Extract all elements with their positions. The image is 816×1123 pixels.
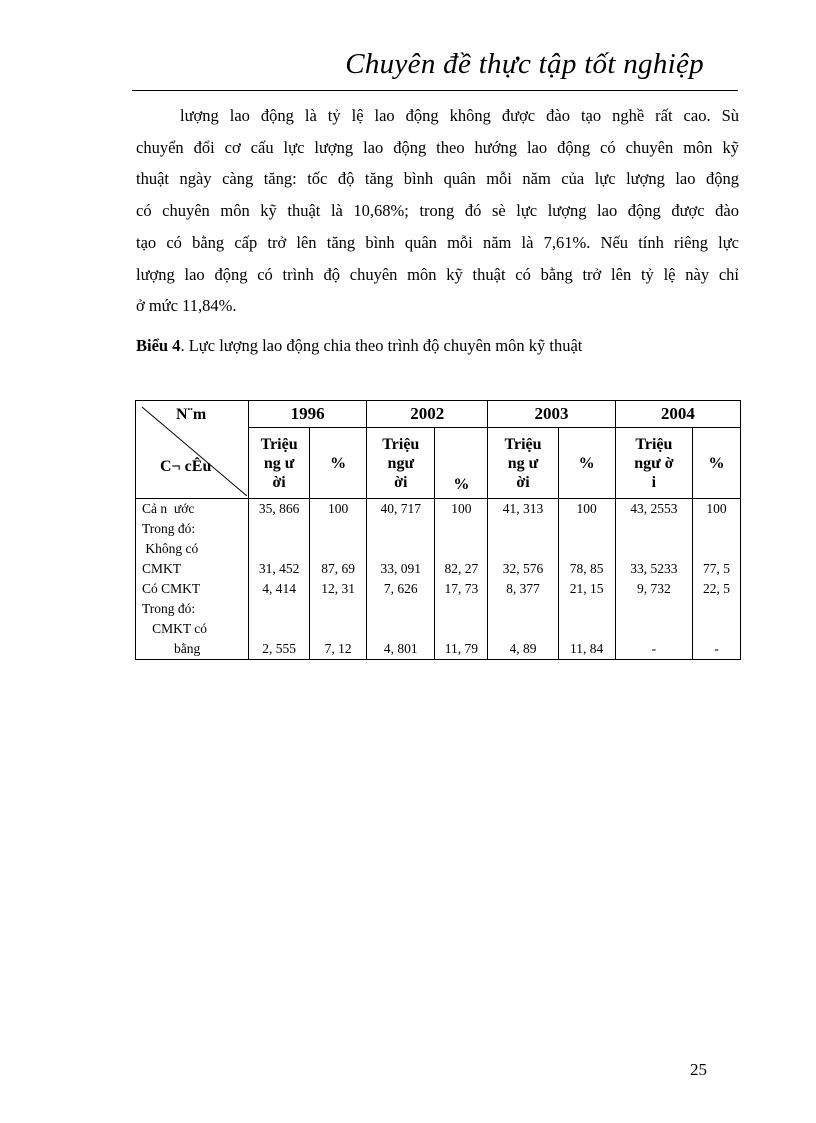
value-line <box>619 519 689 539</box>
value-cell <box>435 599 488 660</box>
value-cell <box>249 579 310 599</box>
unit-header-percent: % <box>310 428 367 499</box>
value-line: 33, 5233 <box>630 561 678 576</box>
value-cell <box>310 599 367 660</box>
value-line <box>619 539 689 559</box>
value-line <box>438 619 484 639</box>
value-line: - <box>651 641 657 656</box>
paragraph-line: ở mức 11,84%. <box>136 296 237 316</box>
value-line <box>696 519 737 539</box>
value-line <box>438 539 484 559</box>
value-line <box>370 599 431 619</box>
row-label-line: CMKT <box>142 561 182 576</box>
value-cell <box>615 579 692 599</box>
value-line: 100 <box>576 501 597 516</box>
table-row <box>136 599 741 660</box>
row-label-line: CMKT có <box>142 621 208 636</box>
caption-text: . Lực lượng lao động chia theo trình độ chuyên môn kỹ thuật <box>180 336 583 355</box>
paragraph-line: lượng lao động có trình độ chuyên môn kỹ thuật có bằng trở lên tỷ lệ này chỉ <box>136 264 739 284</box>
value-line <box>313 519 363 539</box>
corner-structure-label: C¬ cÊu <box>160 457 212 475</box>
value-line <box>438 599 484 619</box>
year-header: 2003 <box>488 401 615 428</box>
value-line <box>619 599 689 619</box>
value-cell <box>615 599 692 660</box>
value-line <box>370 619 431 639</box>
value-cell <box>367 499 435 580</box>
unit-header-percent: % <box>435 428 488 499</box>
value-line: 11, 84 <box>570 641 604 656</box>
value-line: 9, 732 <box>637 581 671 596</box>
year-header: 2004 <box>615 401 740 428</box>
value-line <box>252 599 306 619</box>
unit-header-percent: % <box>693 428 741 499</box>
value-line <box>562 599 612 619</box>
value-cell <box>693 579 741 599</box>
value-line: 4, 414 <box>262 581 296 596</box>
paragraph-line: có chuyên môn kỹ thuật là 10,68%; trong đó sè lực lượng lao động được đào <box>136 201 739 221</box>
value-line <box>491 539 554 559</box>
value-line <box>252 539 306 559</box>
table-row <box>136 499 741 580</box>
value-line: 31, 452 <box>258 561 300 576</box>
value-line <box>313 539 363 559</box>
value-cell <box>367 599 435 660</box>
value-cell <box>558 579 615 599</box>
unit-header-million-people: Triệu ng ư ời <box>249 428 310 499</box>
value-line <box>696 539 737 559</box>
value-line: 87, 69 <box>321 561 356 576</box>
row-label <box>136 579 249 599</box>
value-line: 12, 31 <box>321 581 356 596</box>
body-paragraph <box>136 100 739 322</box>
unit-header-percent: % <box>558 428 615 499</box>
row-label <box>136 599 249 660</box>
value-line: 17, 73 <box>444 581 479 596</box>
value-cell <box>249 599 310 660</box>
value-line <box>491 599 554 619</box>
row-label-line: Cả n ước <box>142 501 195 516</box>
value-line <box>562 539 612 559</box>
row-label-line: Không có <box>142 541 199 556</box>
table-caption <box>136 336 582 356</box>
value-cell <box>249 499 310 580</box>
value-line: 78, 85 <box>569 561 604 576</box>
value-cell <box>488 499 558 580</box>
value-line <box>562 519 612 539</box>
value-cell <box>615 499 692 580</box>
value-line: 100 <box>328 501 349 516</box>
value-line: 41, 313 <box>502 501 544 516</box>
value-line: 21, 15 <box>569 581 604 596</box>
value-line <box>370 519 431 539</box>
value-line: 33, 091 <box>380 561 422 576</box>
value-cell <box>367 579 435 599</box>
value-line: 4, 801 <box>383 641 418 656</box>
corner-year-label: N¨m <box>176 405 207 423</box>
value-line <box>562 619 612 639</box>
value-cell <box>435 579 488 599</box>
value-cell <box>310 499 367 580</box>
value-cell <box>488 579 558 599</box>
value-line: 100 <box>706 501 727 516</box>
value-line <box>619 619 689 639</box>
value-line <box>252 519 306 539</box>
value-line: - <box>714 641 719 656</box>
paragraph-line: lượng lao động là tỷ lệ lao động không được đào tạo nghề rất cao. Sù <box>180 106 739 125</box>
year-header: 2002 <box>367 401 488 428</box>
value-line <box>491 519 554 539</box>
value-line <box>313 599 363 619</box>
value-cell <box>693 499 741 580</box>
value-line <box>252 619 306 639</box>
row-label <box>136 499 249 580</box>
value-line: 100 <box>451 501 472 516</box>
year-header: 1996 <box>249 401 367 428</box>
value-line: 32, 576 <box>502 561 544 576</box>
value-cell <box>558 499 615 580</box>
labor-force-table <box>135 400 741 660</box>
paragraph-line: tạo có bằng cấp trở lên tăng bình quân mỗi năm là 7,61%. Nếu tính riêng lực <box>136 232 739 252</box>
value-line: 43, 2553 <box>630 501 678 516</box>
value-line <box>313 619 363 639</box>
value-line: 40, 717 <box>380 501 422 516</box>
value-cell <box>310 579 367 599</box>
value-line: 2, 555 <box>262 641 296 656</box>
table-row <box>136 579 741 599</box>
row-label-line: bằng <box>174 641 201 656</box>
value-line <box>438 519 484 539</box>
paragraph-line: thuật ngày càng tăng: tốc độ tăng bình quân mỗi năm của lực lượng lao động <box>136 169 739 189</box>
header-rule <box>132 90 738 91</box>
value-line: 7, 12 <box>324 641 352 656</box>
value-cell <box>435 499 488 580</box>
row-label-line: Trong đó: <box>142 521 196 536</box>
page-number: 25 <box>690 1060 707 1079</box>
unit-header-million-people: Triệu ngư ời <box>367 428 435 499</box>
value-line: 35, 866 <box>258 501 300 516</box>
unit-header-million-people: Triệu ng ư ời <box>488 428 558 499</box>
value-line <box>370 539 431 559</box>
value-line: 7, 626 <box>383 581 418 596</box>
running-header-title: Chuyên đề thực tập tốt nghiệp <box>345 48 704 80</box>
caption-label: Biểu 4 <box>136 336 181 355</box>
value-line <box>491 619 554 639</box>
value-cell <box>558 599 615 660</box>
value-line: 11, 79 <box>444 641 479 656</box>
corner-header-cell <box>136 401 249 499</box>
value-line <box>696 599 737 619</box>
value-cell <box>693 599 741 660</box>
unit-header-million-people: Triệu ngư ờ i <box>615 428 692 499</box>
value-line: 82, 27 <box>444 561 479 576</box>
value-line: 8, 377 <box>506 581 540 596</box>
row-label-line: Có CMKT <box>142 581 201 596</box>
value-line: 4, 89 <box>509 641 537 656</box>
value-line <box>696 619 737 639</box>
row-label-line: Trong đó: <box>142 601 196 616</box>
value-line: 77, 5 <box>703 561 731 576</box>
paragraph-line: chuyển đổi cơ cấu lực lượng lao động theo hướng lao động có chuyên môn kỹ <box>136 137 739 157</box>
value-line: 22, 5 <box>703 581 731 596</box>
value-cell <box>488 599 558 660</box>
